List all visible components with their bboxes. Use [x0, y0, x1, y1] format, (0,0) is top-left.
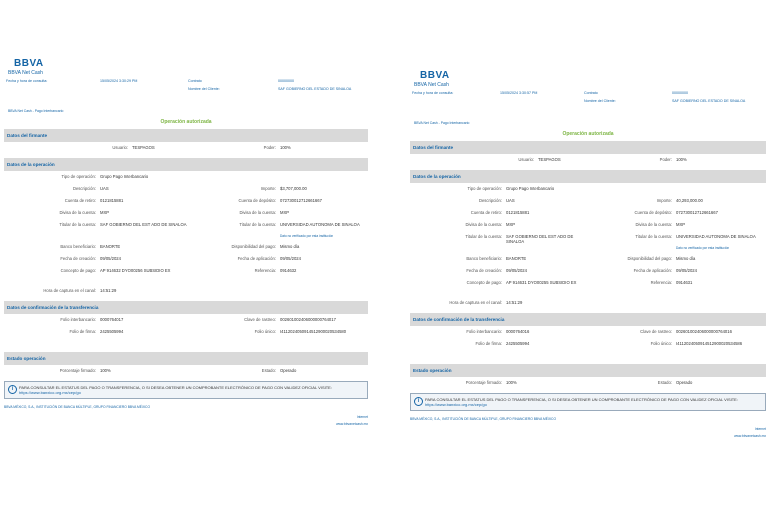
currency2-label: Divisa de la cuenta: — [635, 222, 672, 227]
power-label: Poder: — [263, 145, 276, 150]
unique-label: Folio único: — [650, 341, 672, 346]
row-desc — [4, 183, 368, 195]
unique-value: I4112024050914512900020534580 — [280, 329, 347, 334]
amount-value: 40,293,000.00 — [676, 198, 703, 203]
desc-value: UAS — [100, 186, 109, 191]
meta-block — [410, 91, 766, 109]
sign-label: Folio de firma: — [475, 341, 502, 346]
folio-value: 0000764017 — [100, 317, 124, 322]
holder-label: Titular de la cuenta: — [59, 222, 96, 227]
pct-value: 100% — [506, 380, 517, 385]
row-dates — [4, 253, 368, 265]
row-currency — [4, 207, 368, 219]
applied-label: Fecha de aplicación: — [633, 268, 672, 273]
time-label: Hora de captura en el canal: — [43, 288, 96, 293]
currency2-value: MXP — [676, 222, 686, 227]
acct-from-label: Cuenta de retiro: — [470, 210, 502, 215]
row-bank — [410, 253, 766, 265]
holder-label: Titular de la cuenta: — [465, 234, 502, 239]
folio-value: 0000764016 — [506, 329, 530, 334]
folio-label: Folio interbancario: — [466, 329, 502, 334]
date-value: 15/05/2024 3:30:57 PM — [500, 91, 538, 95]
footer-internet: Internet — [754, 427, 766, 431]
avail-label: Disponibilidad del pago: — [627, 256, 672, 261]
ref-label: Referencia: — [254, 268, 276, 273]
sign-label: Folio de firma: — [69, 329, 96, 334]
ref-label: Referencia: — [650, 280, 672, 285]
section-signer: Datos del firmante — [4, 129, 368, 142]
footer-legal: BBVA MÉXICO, S.A., INSTITUCIÓN DE BANCA MÚLTIPLE, GRUPO FINANCIERO BBVA MÉXICO — [410, 417, 557, 421]
pct-value: 100% — [100, 368, 111, 373]
section-state: Estado operación — [410, 364, 766, 377]
row-user — [4, 142, 368, 154]
section-signer: Datos del firmante — [410, 141, 766, 154]
time-label: Hora de captura en el canal: — [449, 300, 502, 305]
created-label: Fecha de creación: — [466, 268, 502, 273]
contract-value: 00000000 — [278, 79, 294, 83]
holder-value: SAF GOBIERNO DEL EST ADO DE SINALOA — [100, 222, 187, 227]
op-type-value: Grupo Pago Interbancario — [506, 186, 555, 191]
currency-value: MXP — [100, 210, 110, 215]
row-concept — [410, 277, 766, 297]
product-name: BBVA Net Cash — [8, 70, 43, 76]
ref-value: 0914631 — [676, 280, 693, 285]
info-icon: i — [8, 385, 17, 394]
applied-label: Fecha de aplicación: — [237, 256, 276, 261]
currency2-label: Divisa de la cuenta: — [239, 210, 276, 215]
time-value: 14:51:29 — [506, 300, 523, 305]
sign-value: 2425505994 — [506, 341, 530, 346]
pct-label: Porcentaje firmado: — [59, 368, 96, 373]
row-bank — [4, 241, 368, 253]
power-value: 100% — [676, 157, 687, 162]
acct-from-value: 0121815881 — [506, 210, 530, 215]
holder2-note: Dato no verificado por esta institución — [280, 234, 334, 238]
receipt-page-1 — [4, 58, 368, 426]
footer-site[interactable]: www.bbvanetcash.mx — [734, 434, 766, 438]
client-label: Nombre del Cliente: — [188, 87, 220, 91]
desc-value: UAS — [506, 198, 515, 203]
footer-site[interactable]: www.bbvanetcash.mx — [336, 422, 368, 426]
user-value: TESPAGOS — [538, 157, 561, 162]
holder2-value: UNIVERSIDAD AUTONOMA DE SINALOA — [676, 234, 756, 239]
currency-label: Divisa de la cuenta: — [465, 222, 502, 227]
amount-label: Importe: — [260, 186, 276, 191]
info-icon: i — [414, 397, 423, 406]
row-accounts — [4, 195, 368, 207]
date-value: 15/05/2024 3:30:29 PM — [100, 79, 138, 83]
row-user — [410, 154, 766, 166]
bank-label: Banco beneficiario: — [60, 244, 96, 249]
footer-internet: Internet — [356, 415, 368, 419]
bank-label: Banco beneficiario: — [466, 256, 502, 261]
client-value: SAF GOBIERNO DEL ESTADO DE SINALOA — [278, 87, 352, 91]
amount-label: Importe: — [656, 198, 672, 203]
user-label: Usuario: — [112, 145, 128, 150]
breadcrumb: BBVA Net Cash - Pago Interbancario — [8, 109, 64, 113]
info-text: PARA CONSULTAR EL ESTATUS DEL PAGO O TRANSFERENCIA, O SI DESEA OBTENER UN COMPROBANTE ELECTRÓNICO DE PAGO CON VALIDEZ OFICIAL VISITE: — [19, 385, 332, 390]
currency-label: Divisa de la cuenta: — [59, 210, 96, 215]
client-value: SAF GOBIERNO DEL ESTADO DE SINALOA — [672, 99, 746, 103]
section-operation: Datos de la operación — [410, 170, 766, 183]
currency2-value: MXP — [280, 210, 290, 215]
holder2-value: UNIVERSIDAD AUTONOMA DE SINALOA — [280, 222, 360, 227]
receipt-page-2 — [410, 70, 766, 438]
info-box — [4, 381, 368, 399]
unique-value: I4112024050914512900020534586 — [676, 341, 743, 346]
pct-label: Porcentaje firmado: — [465, 380, 502, 385]
amount-value: $3,707,000.00 — [280, 186, 307, 191]
holder2-label: Titular de la cuenta: — [239, 222, 276, 227]
row-holder — [4, 219, 368, 241]
acct-to-value: 072730012712661667 — [676, 210, 718, 215]
breadcrumb: BBVA Net Cash - Pago Interbancario — [414, 121, 470, 125]
applied-value: 09/05/2024 — [280, 256, 301, 261]
concept-value: AP 914631 DYO00255 SUBSIDIO EX — [506, 280, 577, 285]
row-folio — [410, 326, 766, 338]
banxico-link[interactable]: https://www.banxico.org.mx/cep/go — [19, 390, 81, 395]
row-time — [4, 285, 368, 297]
avail-label: Disponibilidad del pago: — [231, 244, 276, 249]
bank-value: BANORTE — [100, 244, 121, 249]
user-value: TESPAGOS — [132, 145, 155, 150]
row-currency — [410, 219, 766, 231]
created-value: 09/05/2024 — [100, 256, 121, 261]
section-operation: Datos de la operación — [4, 158, 368, 171]
row-folio — [4, 314, 368, 326]
time-value: 14:51:29 — [100, 288, 117, 293]
footer-legal: BBVA MÉXICO, S.A., INSTITUCIÓN DE BANCA MÚLTIPLE, GRUPO FINANCIERO BBVA MÉXICO — [4, 405, 151, 409]
client-label: Nombre del Cliente: — [584, 99, 616, 103]
user-label: Usuario: — [518, 157, 534, 162]
banxico-link[interactable]: https://www.banxico.org.mx/cep/go — [425, 402, 487, 407]
row-accounts — [410, 207, 766, 219]
concept-label: Concepto de pago: — [60, 268, 96, 273]
acct-to-value: 072730012712661667 — [280, 198, 322, 203]
row-time — [410, 297, 766, 309]
contract-value: 00000000 — [672, 91, 688, 95]
info-box — [410, 393, 766, 411]
date-label: Fecha y hora de consulta: — [412, 91, 454, 95]
row-state — [4, 365, 368, 377]
avail-value: Mismo día — [280, 244, 300, 249]
bbva-logo: BBVA — [14, 58, 44, 69]
row-sign — [410, 338, 766, 350]
unique-label: Folio único: — [254, 329, 276, 334]
concept-value: AP 914632 DYO00256 SUBSIDIO EX — [100, 268, 171, 273]
row-op-type — [410, 183, 766, 195]
holder2-note: Dato no verificado por esta institución — [676, 246, 730, 250]
op-type-value: Grupo Pago Interbancario — [100, 174, 149, 179]
info-text: PARA CONSULTAR EL ESTATUS DEL PAGO O TRANSFERENCIA, O SI DESEA OBTENER UN COMPROBANTE ELECTRÓNICO DE PAGO CON VALIDEZ OFICIAL VISITE: — [425, 397, 738, 402]
created-label: Fecha de creación: — [60, 256, 96, 261]
tracking-label: Clave de rastreo: — [244, 317, 276, 322]
concept-label: Concepto de pago: — [466, 280, 502, 285]
sign-value: 2425505994 — [100, 329, 124, 334]
state-label: Estado: — [261, 368, 276, 373]
date-label: Fecha y hora de consulta: — [6, 79, 48, 83]
ref-value: 0914632 — [280, 268, 297, 273]
section-state: Estado operación — [4, 352, 368, 365]
acct-from-label: Cuenta de retiro: — [64, 198, 96, 203]
state-label: Estado: — [657, 380, 672, 385]
status-title: Operación autorizada — [562, 131, 614, 137]
applied-value: 09/05/2024 — [676, 268, 697, 273]
state-value: Operado — [280, 368, 297, 373]
section-confirm: Datos de confirmación de la transferencia — [410, 313, 766, 326]
contract-label: Contrato — [584, 91, 598, 95]
acct-from-value: 0121815881 — [100, 198, 124, 203]
bbva-logo: BBVA — [420, 70, 450, 81]
acct-to-label: Cuenta de depósito: — [634, 210, 672, 215]
row-op-type — [4, 171, 368, 183]
avail-value: Mismo día — [676, 256, 696, 261]
power-value: 100% — [280, 145, 291, 150]
row-sign — [4, 326, 368, 338]
row-concept — [4, 265, 368, 285]
bank-value: BANORTE — [506, 256, 527, 261]
holder2-label: Titular de la cuenta: — [635, 234, 672, 239]
product-name: BBVA Net Cash — [414, 82, 449, 88]
contract-label: Contrato — [188, 79, 202, 83]
row-holder — [410, 231, 766, 253]
tracking-value: 002601002406000000764016 — [676, 329, 732, 334]
folio-label: Folio interbancario: — [60, 317, 96, 322]
section-confirm: Datos de confirmación de la transferencia — [4, 301, 368, 314]
desc-label: Descripción: — [478, 198, 502, 203]
row-desc — [410, 195, 766, 207]
tracking-value: 002601002406000000764017 — [280, 317, 336, 322]
status-title: Operación autorizada — [160, 119, 212, 125]
op-type-label: Tipo de operación: — [61, 174, 96, 179]
row-dates — [410, 265, 766, 277]
row-state — [410, 377, 766, 389]
state-value: Operado — [676, 380, 693, 385]
currency-value: MXP — [506, 222, 516, 227]
holder-value: SAF GOBIERNO DEL EST ADO DE SINALOA — [506, 234, 574, 244]
created-value: 09/05/2024 — [506, 268, 527, 273]
acct-to-label: Cuenta de depósito: — [238, 198, 276, 203]
meta-block — [4, 79, 368, 97]
tracking-label: Clave de rastreo: — [640, 329, 672, 334]
power-label: Poder: — [659, 157, 672, 162]
op-type-label: Tipo de operación: — [467, 186, 502, 191]
desc-label: Descripción: — [72, 186, 96, 191]
